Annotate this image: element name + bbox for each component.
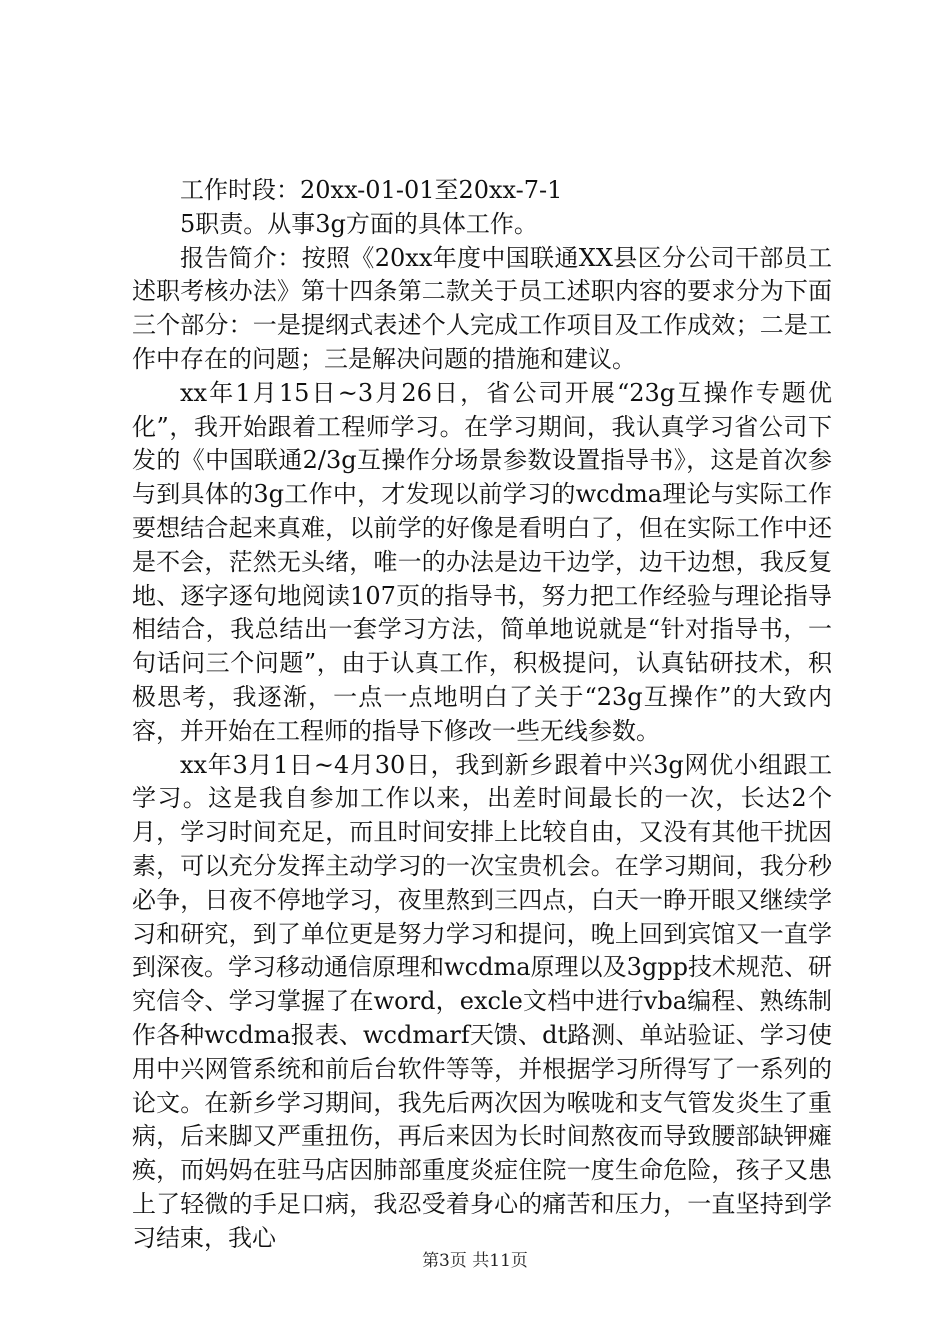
page-number-footer: 第3页 共11页 (422, 1251, 528, 1271)
paragraph-march-study: xx年3月1日~4月30日，我到新乡跟着中兴3g网优小组跟工学习。这是我自参加工作以来，出差时间最长的一次，长达2个月，学习时间充足，而且时间安排上比较自由，又没有其他干扰因素，可以充分发挥主动学习的一次宝贵机会。在学习期间，我分秒必争，日夜不停地学习，夜里熬到三四点，白天一睁开眼又继续学习和研究，到了单位更是努力学习和提问，晚上回到宾馆又一直学到深夜。学习移动通信原理和wcdma原理以及3gpp技术规范、研究信令、学习掌握了在word，excle文档中进行vba编程、熟练制作各种wcdma报表、wcdmarf天馈、dt路测、单站验证、学习使用中兴网管系统和前后台软件等等，并根据学习所得写了一系列的论文。在新乡学习期间，我先后两次因为喉咙和支气管发炎生了重病，后来脚又严重扭伤，再后来因为长时间熬夜而导致腰部缺钾瘫痪，而妈妈在驻马店因肺部重度炎症住院一度生命危险，孩子又患上了轻微的手足口病，我忍受着身心的痛苦和压力，一直坚持到学习结束，我心 (132, 750, 832, 1252)
paragraph-duties: 5职责。从事3g方面的具体工作。 (180, 209, 538, 238)
paragraph-january-study: xx年1月15日~3月26日，省公司开展“23g互操作专题优化”，我开始跟着工程师学习。在学习期间，我认真学习省公司下发的《中国联通2/3g互操作分场景参数设置指导书》，这是首次参与到具体的3g工作中，才发现以前学习的wcdma理论与实际工作要想结合起来真难，以前学的好像是看明白了，但在实际工作中还是不会，茫然无头绪，唯一的办法是边干边学，边干边想，我反复地、逐字逐句地阅读107页的指导书，努力把工作经验与理论指导相结合，我总结出一套学习方法，简单地说就是“针对指导书，一句话问三个问题”，由于认真工作，积极提问，认真钻研技术，积极思考，我逐渐，一点一点地明白了关于“23g互操作”的大致内容，并开始在工程师的指导下修改一些无线参数。 (132, 378, 832, 745)
document-body (132, 174, 832, 1256)
paragraph-report-summary: 报告简介：按照《20xx年度中国联通XX县区分公司干部员工述职考核办法》第十四条第二款关于员工述职内容的要求分为下面三个部分：一是提纲式表述个人完成工作项目及工作成效；二是工作中存在的问题；三是解决问题的措施和建议。 (132, 243, 832, 373)
paragraph-work-period: 工作时段：20xx-01-01至20xx-7-1 (180, 176, 563, 204)
